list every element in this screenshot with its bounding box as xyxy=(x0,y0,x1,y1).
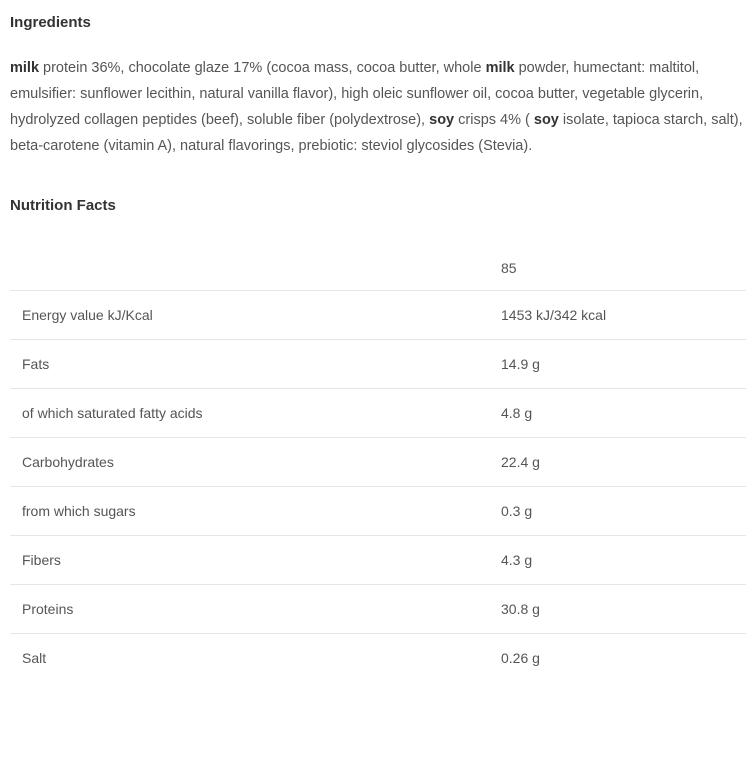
ingredient-allergen: milk xyxy=(485,60,515,76)
ingredient-text-run: crisps 4% ( xyxy=(454,112,534,128)
nutrient-value: 4.3 g xyxy=(489,536,746,585)
ingredient-text-run: powder, humectant: maltitol, emulsifier: sunflower lecithin, natural vanilla flavor), high oleic sunflower oil, cocoa butter, vegetable glycerin, hydrolyzed collagen peptides (beef), soluble fiber (polydextrose), xyxy=(10,60,704,128)
ingredients-heading: Ingredients xyxy=(10,14,91,31)
table-row xyxy=(10,634,746,683)
nutrition-table-body xyxy=(10,246,746,682)
nutrient-value: 30.8 g xyxy=(489,585,746,634)
nutrient-label: Proteins xyxy=(10,585,489,634)
nutrition-facts-table xyxy=(10,246,746,682)
table-row xyxy=(10,389,746,438)
nutrient-value: 0.3 g xyxy=(489,487,746,536)
ingredient-text-run: isolate, tapioca starch, salt), beta-carotene (vitamin A), natural flavorings, prebiotic: steviol glycosides (Stevia). xyxy=(10,112,743,154)
ingredients-text xyxy=(10,55,746,159)
nutrient-label: from which sugars xyxy=(10,487,489,536)
nutrient-value: 1453 kJ/342 kcal xyxy=(489,291,746,340)
table-row xyxy=(10,291,746,340)
table-row xyxy=(10,585,746,634)
ingredient-allergen: soy xyxy=(533,112,559,128)
nutrient-value: 0.26 g xyxy=(501,650,540,666)
ingredient-allergen: milk xyxy=(10,60,40,76)
table-row xyxy=(10,340,746,389)
table-header-label xyxy=(10,246,489,291)
nutrient-label: of which saturated fatty acids xyxy=(10,389,489,438)
nutrient-label: Fats xyxy=(10,340,489,389)
nutrition-facts-heading: Nutrition Facts xyxy=(10,197,116,214)
nutrient-value: 4.8 g xyxy=(489,389,746,438)
nutrient-label: Fibers xyxy=(10,536,489,585)
nutrient-value: 22.4 g xyxy=(489,438,746,487)
table-header-serving: 85 xyxy=(489,246,746,291)
ingredient-text-run: protein 36%, chocolate glaze 17% (cocoa mass, cocoa butter, whole xyxy=(39,60,486,76)
ingredient-allergen: soy xyxy=(429,112,455,128)
nutrient-value: 14.9 g xyxy=(489,340,746,389)
table-row xyxy=(10,438,746,487)
nutrient-label: Carbohydrates xyxy=(10,438,489,487)
nutrient-label: Energy value kJ/Kcal xyxy=(10,291,489,340)
nutrient-label: Salt xyxy=(22,650,47,666)
table-row xyxy=(10,487,746,536)
table-header-row xyxy=(10,246,746,291)
table-row xyxy=(10,536,746,585)
